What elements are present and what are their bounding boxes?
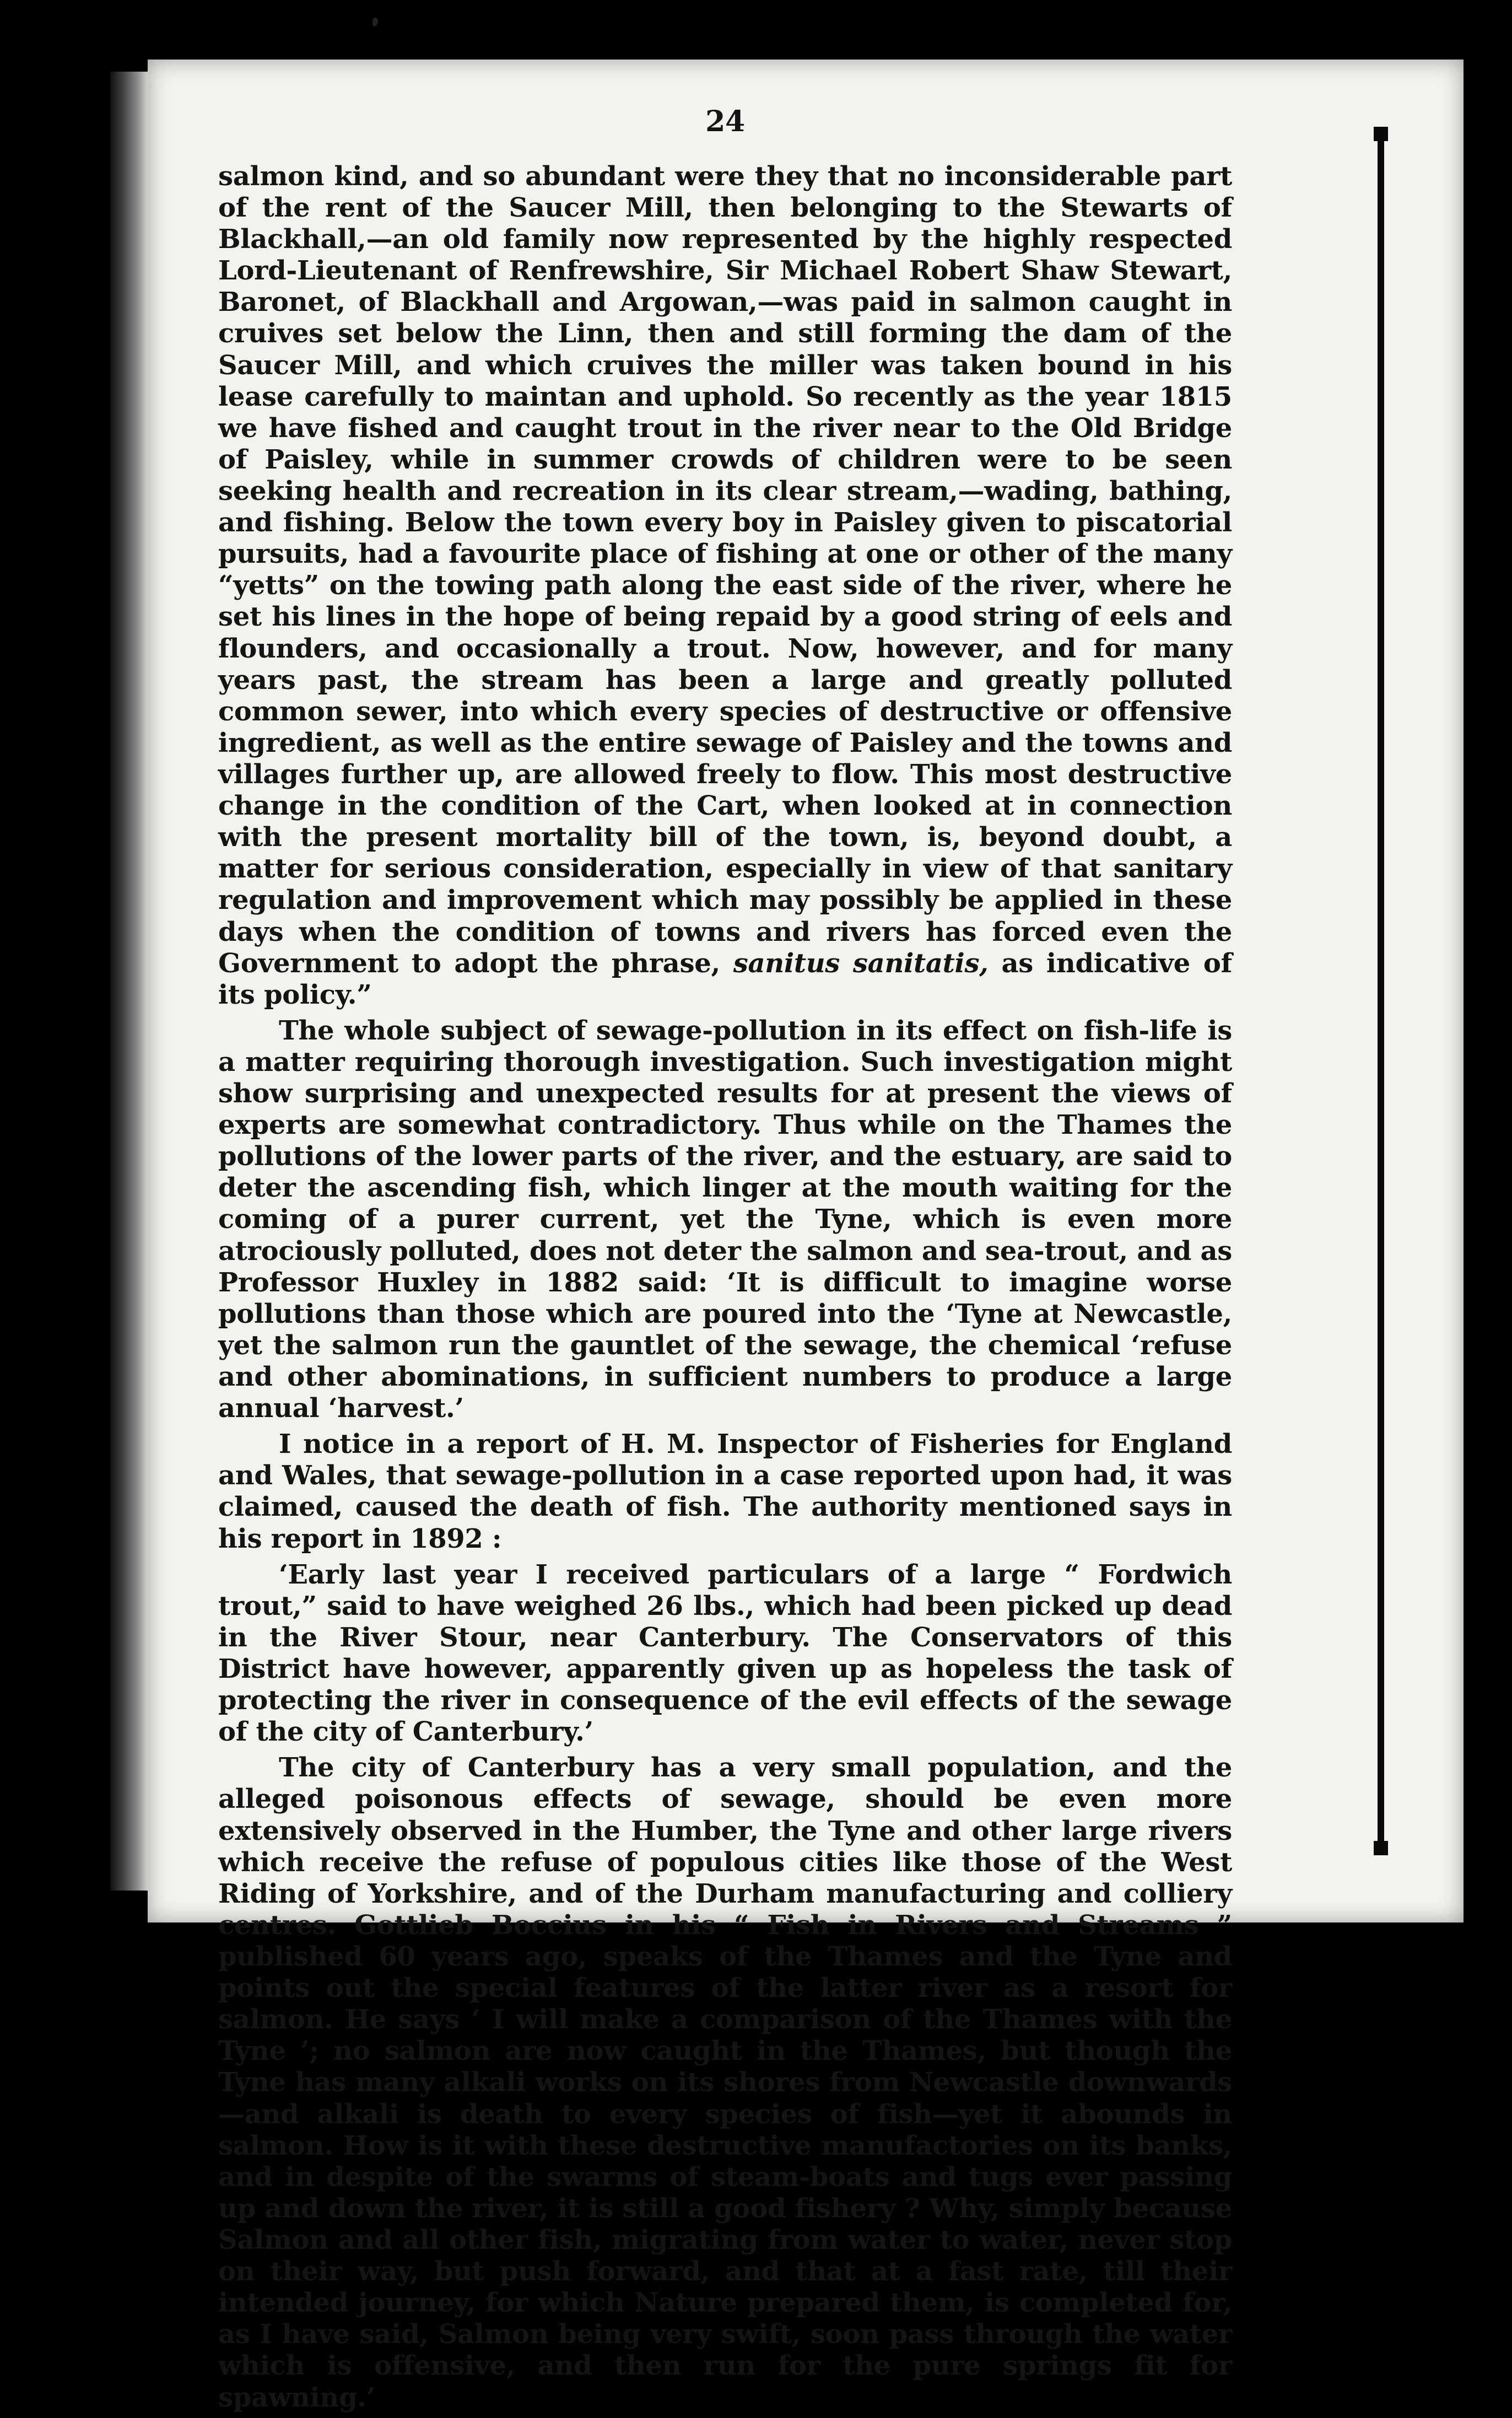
right-vertical-rule <box>1378 132 1384 1852</box>
book-spine-edge <box>110 72 149 1891</box>
page-number: 24 <box>705 105 745 138</box>
paragraph-salmon-saucer-mill <box>218 161 1232 1011</box>
paragraph-italic-phrase: sanitus sanitatis, <box>733 947 989 979</box>
paragraph-canterbury-boccius: The city of Canterbury has a very small population, and the alleged poisonous effects of sewage, should be even more extensively observed in the Humber, the Tyne and other large rivers which receive the refuse of populous cities like those of the West Riding of Yorkshire, and of the Durham manufacturing and colliery centres. Gottlieb Boccius in his “ Fish in Rivers and Streams ” published 60 years ago, speaks of the Thames and the Tyne and points out the special features of the latter river as a resort for salmon. He says ‘ I will make a comparison of the Thames with the Tyne ’; no salmon are now caught in the Thames, but though the Tyne has many alkali works on its shores from Newcastle downwards—and alkali is death to every species of fish—yet it abounds in salmon. How is it with these destructive manufactories on its banks, and in despite of the swarms of steam-boats and tugs ever passing up and down the river, it is still a good fishery ? Why, simply because Salmon and all other fish, migrating from water to water, never stop on their way, but push forward, and that at a fast rate, till their intended journey, for which Nature prepared them, is completed for, as I have said, Salmon being very swift, soon pass through the water which is offensive, and then run for the pure springs fit for spawning.’ <box>218 1752 1232 2413</box>
page-content <box>218 105 1232 2418</box>
paragraph-fordwich-trout-quote: ‘Early last year I received particulars of a large “ Fordwich trout,” said to have weighed 26 lbs., which had been picked up dead in the River Stour, near Canterbury. The Conservators of this District have however, apparently given up as hopeless the task of protecting the river in consequence of the evil effects of the sewage of the city of Canterbury.’ <box>218 1559 1232 1748</box>
scan-speck <box>372 22 377 26</box>
paragraph-sewage-pollution: The whole subject of sewage-pollution in its effect on fish-life is a matter requiring thorough investigation. Such investigation might show surprising and unexpected results for at present the views of experts are somewhat contradictory. Thus while on the Thames the pollutions of the lower parts of the river, and the estuary, are said to deter the ascending fish, which linger at the mouth waiting for the coming of a purer current, yet the Tyne, which is even more atrociously polluted, does not deter the salmon and sea-trout, and as Professor Huxley in 1882 said: ‘It is difficult to imagine worse pollutions than those which are poured into the ‘Tyne at Newcastle, yet the salmon run the gauntlet of the sewage, the chemical ‘refuse and other abominations, in sufficient numbers to produce a large annual ‘harvest.’ <box>218 1015 1232 1424</box>
paragraph-inspector-report: I notice in a report of H. M. Inspector of Fisheries for England and Wales, that sewage-pollution in a case reported upon had, it was claimed, caused the death of fish. The authority mentioned says in his report in 1892 : <box>218 1429 1232 1554</box>
paragraph-text: salmon kind, and so abundant were they that no inconsiderable part of the rent of the Saucer Mill, then belonging to the Stewarts of Blackhall,—an old family now represented by the highly respected Lord-Lieutenant of Renfrewshire, Sir Michael Robert Shaw Stewart, Baronet, of Blackhall and Argowan,—was paid in salmon caught in cruives set below the Linn, then and still forming the dam of the Saucer Mill, and which cruives the miller was taken bound in his lease carefully to maintan and uphold. So recently as the year 1815 we have fished and caught trout in the river near to the Old Bridge of Paisley, while in summer crowds of children were to be seen seeking health and recreation in its clear stream,—wading, bathing, and fishing. Below the town every boy in Paisley given to piscatorial pursuits, had a favourite place of fishing at one or other of the many “yetts” on the towing path along the east side of the river, where he set his lines in the hope of being repaid by a good string of eels and flounders, and occasionally a trout. Now, however, and for many years past, the stream has been a large and greatly polluted common sewer, into which every species of destructive or offensive ingredient, as well as the entire sewage of Paisley and the towns and villages further up, are allowed freely to flow. This most destructive change in the condition of the Cart, when looked at in connection with the present mortality bill of the town, is, beyond doubt, a matter for serious consideration, especially in view of that sanitary regulation and improvement which may possibly be applied in these days when the condition of towns and rivers has forced even the Government to adopt the phrase, <box>218 160 1232 979</box>
right-rule-bottom-cap <box>1374 1841 1388 1855</box>
paragraph-text-tail: as indicative of its policy.” <box>218 947 1232 1010</box>
